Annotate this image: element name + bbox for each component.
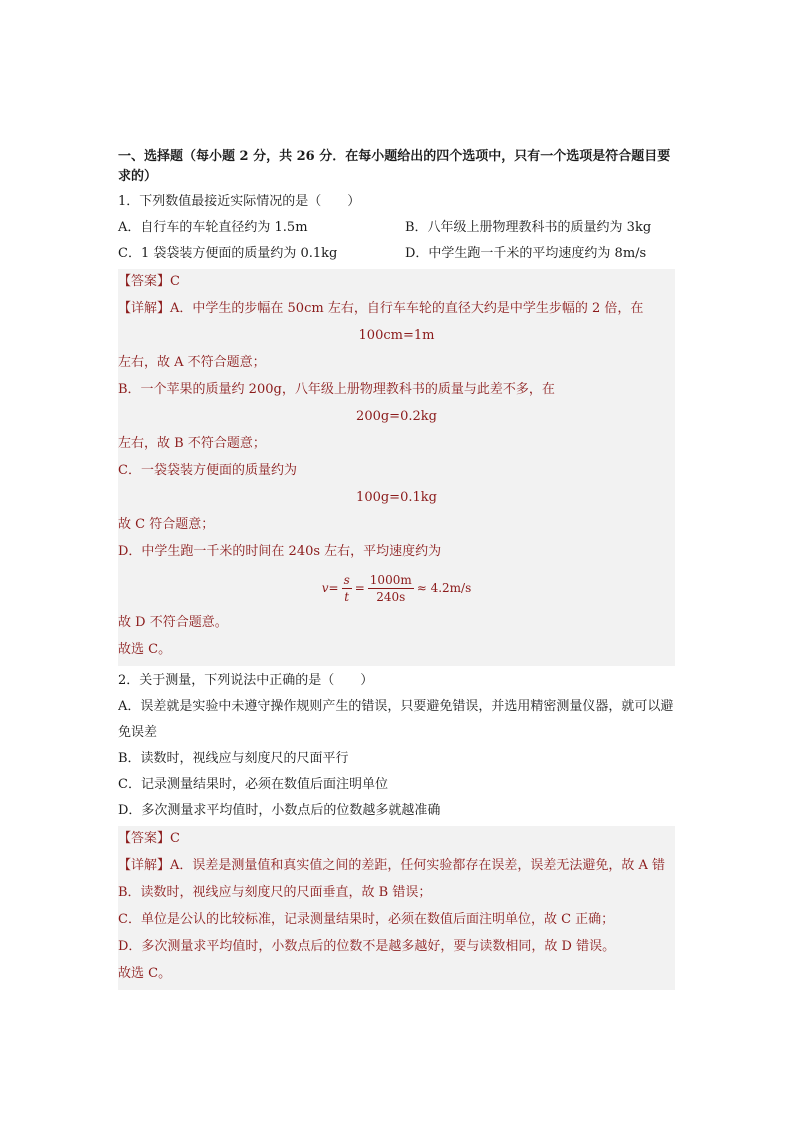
q1-detail-c-end: 故 C 符合题意； xyxy=(118,517,215,532)
q1-detail-d-end: 故 D 不符合题意。 xyxy=(118,615,228,630)
q1-detail-a-end: 左右，故 A 不符合题意； xyxy=(118,355,266,370)
q1-f4-result: ≈ 4.2m/s xyxy=(416,581,472,595)
q1-detail-c: C．一袋袋装方便面的质量约为 xyxy=(118,463,297,478)
q1-detail-b-end: 左右，故 B 不符合题意； xyxy=(118,436,266,451)
q1-answer-tag: 【答案】 xyxy=(118,274,171,289)
q1-detail-a-text: A．中学生的步幅在 50cm 左右，自行车车轮的直径大约是中学生步幅的 2 倍，在 xyxy=(170,301,644,316)
q1-f4-t: t xyxy=(344,589,350,604)
q2-option-c: C．记录测量结果时，必须在数值后面注明单位 xyxy=(118,777,388,792)
q1-f4-v: v= xyxy=(321,581,339,595)
q1-detail-d: D．中学生跑一千米的时间在 240s 左右，平均速度约为 xyxy=(118,544,442,559)
q1-answer-block xyxy=(118,269,675,666)
q2-detail-a-text: A．误差是测量值和真实值之间的差距，任何实验都存在误差，误差无法避免，故 A 错 xyxy=(170,858,666,873)
q1-f4-num: 1000m xyxy=(369,572,412,587)
q1-f4-frac-st xyxy=(342,572,352,605)
q2-detail-b: B．读数时，视线应与刻度尺的尺面垂直，故 B 错误； xyxy=(118,885,432,900)
q1-options-row-2 xyxy=(118,241,675,267)
section-title: 一、选择题（每小题 2 分，共 26 分．在每小题给出的四个选项中，只有一个选项是符合题目要求的） xyxy=(118,149,671,184)
q1-answer-line xyxy=(118,269,675,296)
q2-detail-tag: 【详解】 xyxy=(118,858,171,873)
q2-answer-value: C xyxy=(170,831,180,846)
q1-option-b: B．八年级上册物理教科书的质量约为 3kg xyxy=(405,220,652,235)
q1-conclusion: 故选 C。 xyxy=(118,642,172,657)
q1-f4-s: s xyxy=(343,572,350,587)
q1-formula-1: 100cm=1m xyxy=(358,328,435,343)
q2-option-d: D．多次测量求平均值时，小数点后的位数越多就越准确 xyxy=(118,803,441,818)
document-page xyxy=(118,147,675,992)
q2-stem: 2．关于测量，下列说法中正确的是（ ） xyxy=(118,673,374,688)
q1-formula-3: 100g=0.1kg xyxy=(356,490,437,505)
q1-detail-b: B．一个苹果的质量约 200g，八年级上册物理教科书的质量与此差不多，在 xyxy=(118,382,555,397)
q1-f4-den: 240s xyxy=(376,589,406,604)
q1-option-c: C．1 袋袋装方便面的质量约为 0.1kg xyxy=(118,246,338,261)
q2-option-a: A．误差就是实验中未遵守操作规则产生的错误，只要避免错误，并选用精密测量仪器，就可以避免误差 xyxy=(118,699,674,740)
q2-detail-d: D．多次测量求平均值时，小数点后的位数不是越多越好，要与读数相同，故 D 错误。 xyxy=(118,939,616,954)
q1-stem: 1．下列数值最接近实际情况的是（ ） xyxy=(118,194,361,209)
q1-formula-4 xyxy=(118,566,675,610)
q2-detail-a xyxy=(118,853,675,880)
q1-formula-2: 200g=0.2kg xyxy=(356,409,437,424)
q1-f4-eq: = xyxy=(354,581,365,595)
q2-option-b: B．读数时，视线应与刻度尺的尺面平行 xyxy=(118,751,349,766)
q2-answer-tag: 【答案】 xyxy=(118,831,171,846)
q2-answer-block xyxy=(118,826,675,990)
q2-answer-line xyxy=(118,826,675,853)
q1-option-d: D．中学生跑一千米的平均速度约为 8m/s xyxy=(405,246,647,261)
q1-detail-tag: 【详解】 xyxy=(118,301,171,316)
q1-option-a: A．自行车的车轮直径约为 1.5m xyxy=(118,220,308,235)
q2-detail-c: C．单位是公认的比较标准，记录测量结果时，必须在数值后面注明单位，故 C 正确； xyxy=(118,912,615,927)
q1-f4-frac-values xyxy=(368,572,414,605)
q1-answer-value: C xyxy=(170,274,180,289)
q1-options-row-1 xyxy=(118,215,675,241)
q1-detail-a xyxy=(118,296,675,323)
q2-conclusion: 故选 C。 xyxy=(118,966,172,981)
